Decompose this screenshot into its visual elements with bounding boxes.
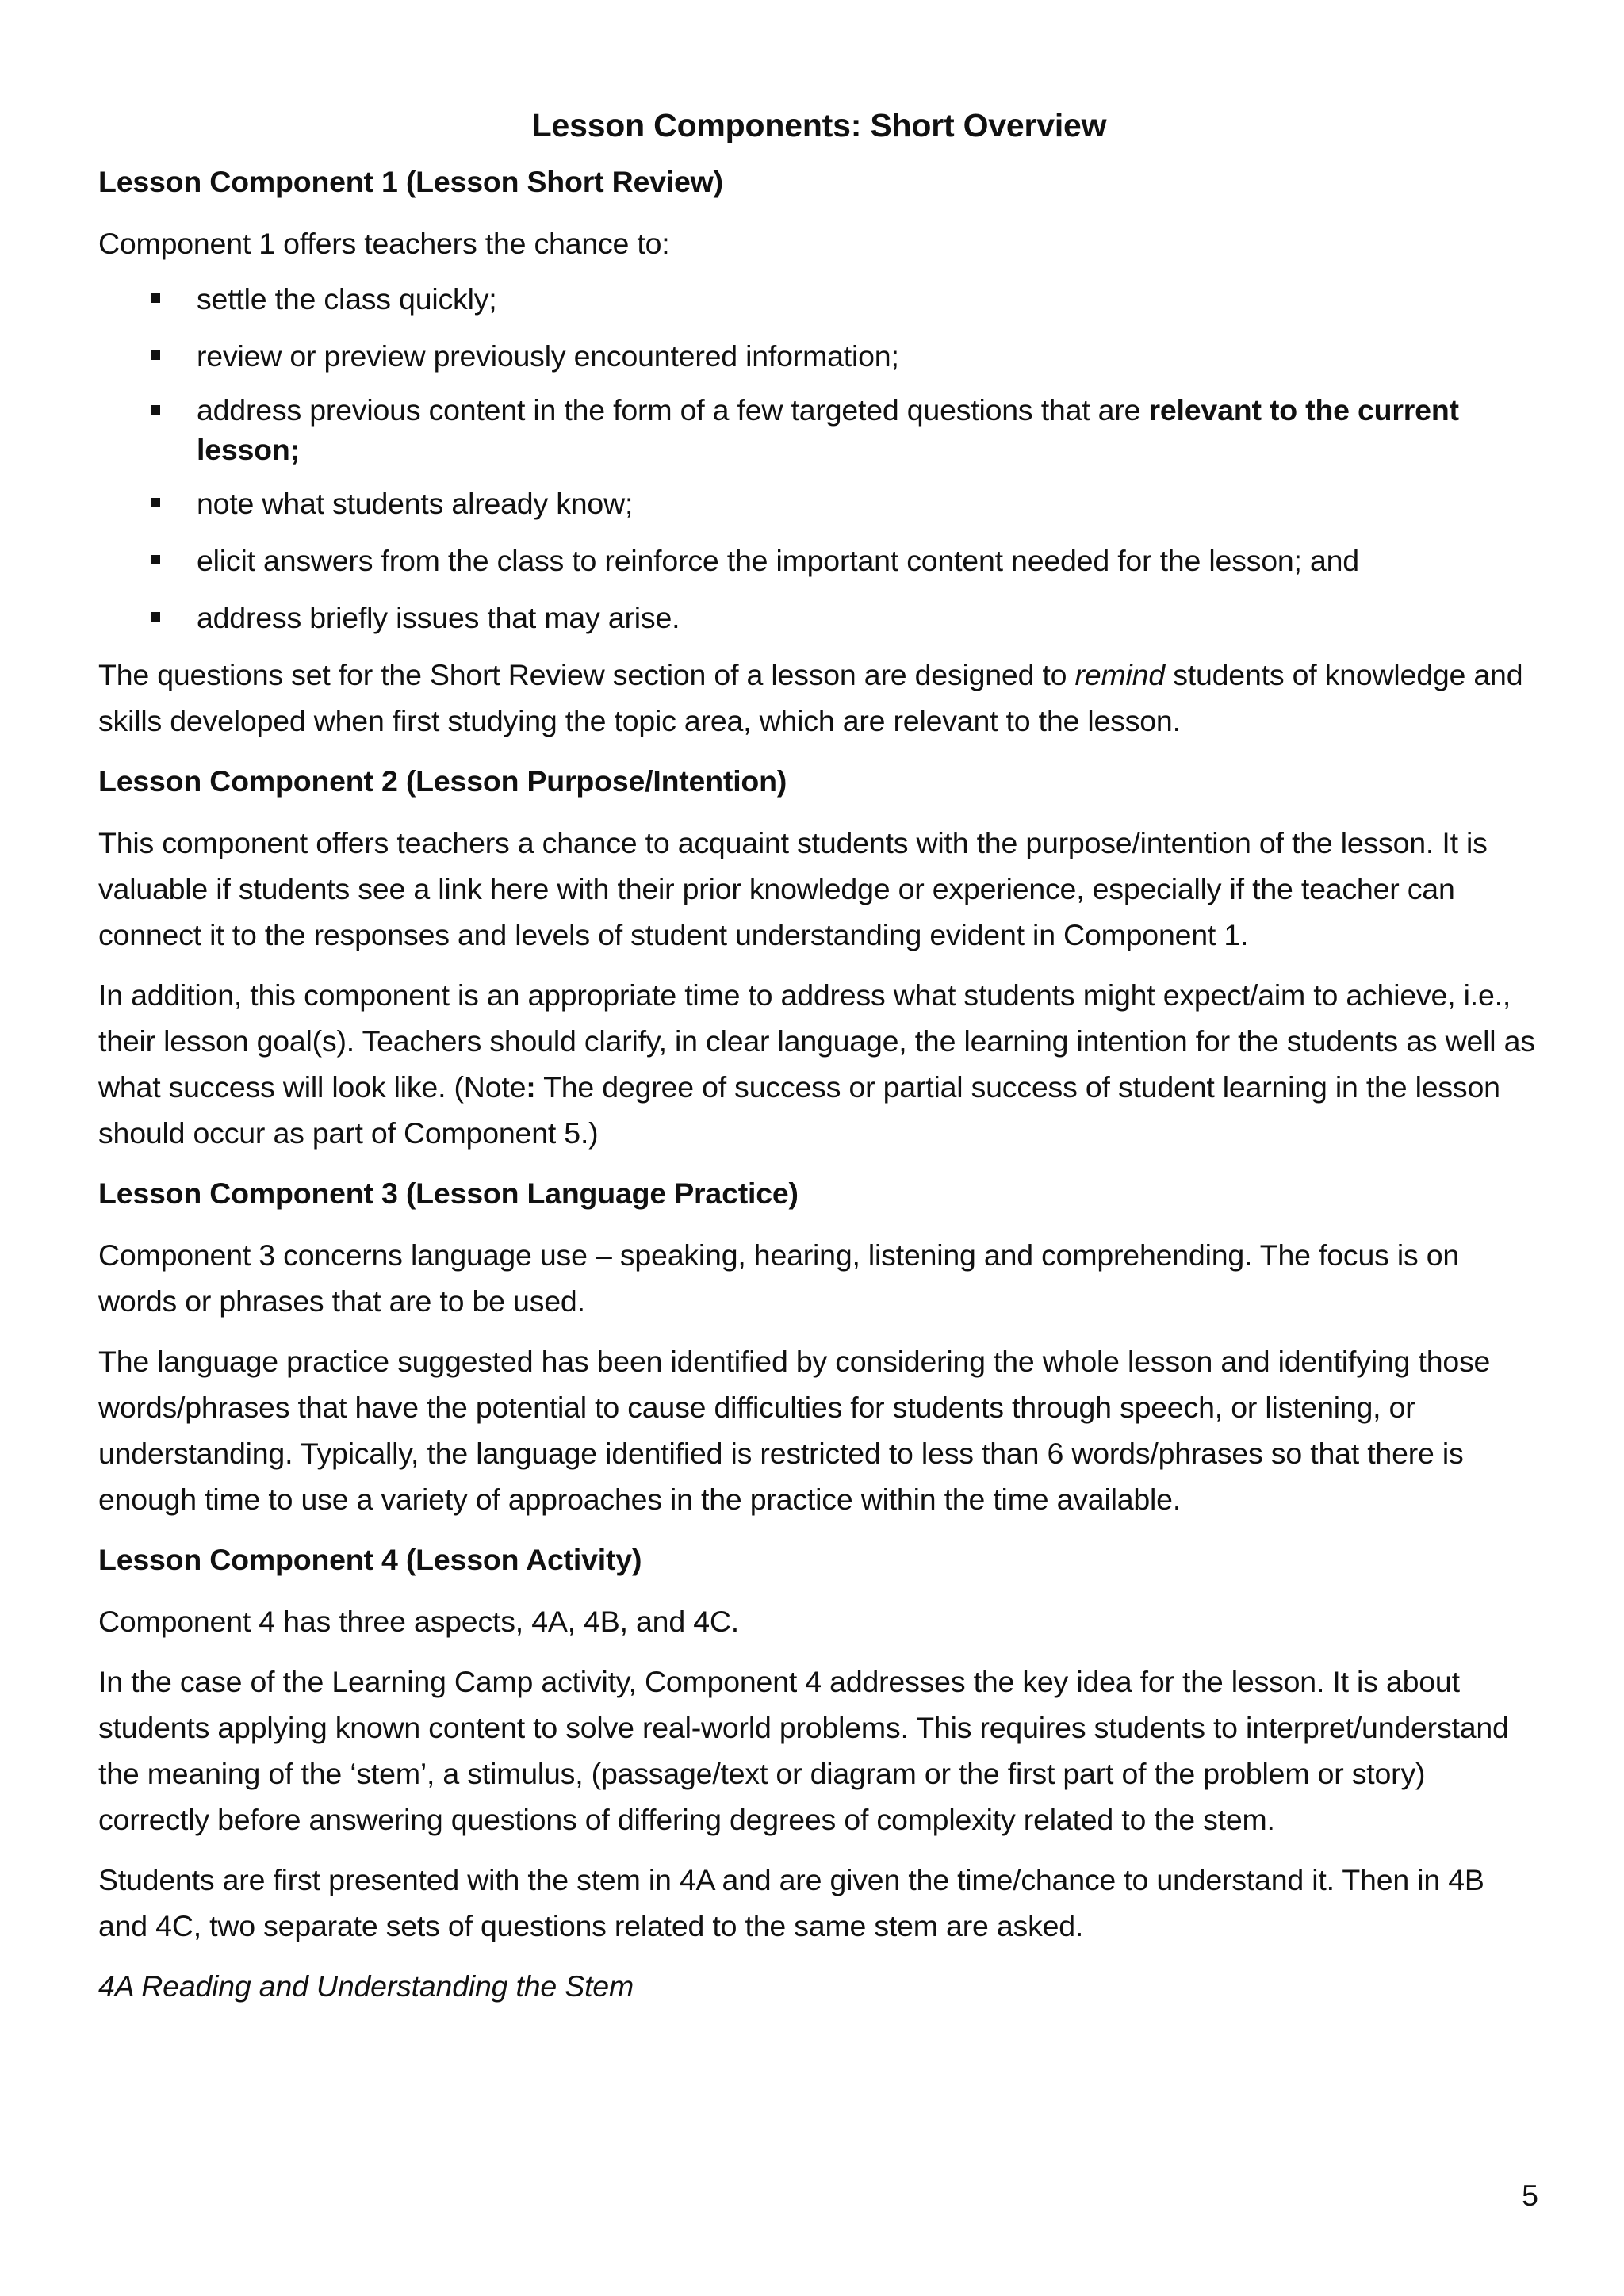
page-content	[98, 101, 1540, 2023]
paragraph-text-end: The degree of success or partial success of student learning in the lesson should occur as part of Component 5.)	[98, 1070, 1500, 1150]
list-item-text: settle the class quickly;	[197, 282, 497, 316]
list-item-text: address briefly issues that may arise.	[197, 601, 680, 634]
note-colon: :	[526, 1070, 536, 1104]
closing-text-end: students of knowledge and skills developed when first studying the topic area, which are relevant to the lesson.	[98, 658, 1523, 737]
list-item	[98, 538, 1540, 584]
component-2-paragraph-1: This component offers teachers a chance to acquaint students with the purpose/intention of the lesson. It is valuable if students see a link here with their prior knowledge or experience, especially if the teacher can connect it to the responses and levels of student understanding evident in Component 1.	[98, 826, 1488, 951]
component-3-heading: Lesson Component 3 (Lesson Language Practice)	[98, 1177, 799, 1210]
component-4-heading: Lesson Component 4 (Lesson Activity)	[98, 1543, 642, 1576]
square-bullet-icon	[151, 555, 160, 564]
square-bullet-icon	[151, 612, 160, 622]
component-4-paragraph-3: Students are first presented with the stem in 4A and are given the time/chance to understand it. Then in 4B and 4C, two separate sets of questions related to the same stem are asked.	[98, 1863, 1484, 1942]
list-item	[98, 595, 1540, 641]
component-1-closing	[98, 652, 1540, 744]
list-item	[98, 480, 1540, 526]
square-bullet-icon	[151, 293, 160, 303]
closing-text-start: The questions set for the Short Review section of a lesson are designed to	[98, 658, 1075, 691]
list-item	[98, 390, 1540, 469]
component-3-paragraph-1: Component 3 concerns language use – speaking, hearing, listening and comprehending. The focus is on words or phrases that are to be used.	[98, 1238, 1460, 1318]
component-1-bullet-list	[98, 276, 1540, 641]
list-item	[98, 333, 1540, 379]
component-3-paragraph-2: The language practice suggested has been identified by considering the whole lesson and identifying those words/phrases that have the potential to cause difficulties for students through speech, or listening, or understanding. Typically, the language identified is restricted to less than 6 words/phrases so that there is enough time to use a variety of approaches in the practice within the time available.	[98, 1345, 1491, 1516]
list-item-text: note what students already know;	[197, 487, 634, 520]
list-item	[98, 276, 1540, 322]
list-item-emphasis: relevant to the current lesson;	[197, 393, 1459, 466]
square-bullet-icon	[151, 350, 160, 360]
list-item-text: elicit answers from the class to reinforce the important content needed for the lesson; and	[197, 544, 1359, 577]
list-item-text: review or preview previously encountered information;	[197, 339, 899, 373]
square-bullet-icon	[151, 498, 160, 507]
closing-text-italic: remind	[1074, 658, 1165, 691]
component-2-heading: Lesson Component 2 (Lesson Purpose/Intention)	[98, 764, 787, 798]
component-4-paragraph-1: Component 4 has three aspects, 4A, 4B, and 4C.	[98, 1605, 739, 1638]
component-4-subheading: 4A Reading and Understanding the Stem	[98, 1969, 634, 2003]
square-bullet-icon	[151, 405, 160, 415]
list-item-text: address previous content in the form of a few targeted questions that are	[197, 393, 1149, 427]
component-1-heading: Lesson Component 1 (Lesson Short Review)	[98, 165, 723, 198]
component-4-paragraph-2: In the case of the Learning Camp activity, Component 4 addresses the key idea for the lesson. It is about students applying known content to solve real-world problems. This requires students to interpret/understand the meaning of the ‘stem’, a stimulus, (passage/text or diagram or the first part of the problem or story) correctly before answering questions of differing degrees of complexity related to the stem.	[98, 1665, 1509, 1836]
paragraph-text-start: In addition, this component is an appropriate time to address what students might expect/aim to achieve, i.e., their lesson goal(s). Teachers should clarify, in clear language, the learning intention for the students as well as what success will look like. (Note	[98, 978, 1535, 1104]
page-number: 5	[1522, 2179, 1538, 2212]
component-2-paragraph-2	[98, 972, 1540, 1156]
page-title: Lesson Components: Short Overview	[531, 107, 1107, 144]
component-1-intro: Component 1 offers teachers the chance to:	[98, 227, 670, 260]
